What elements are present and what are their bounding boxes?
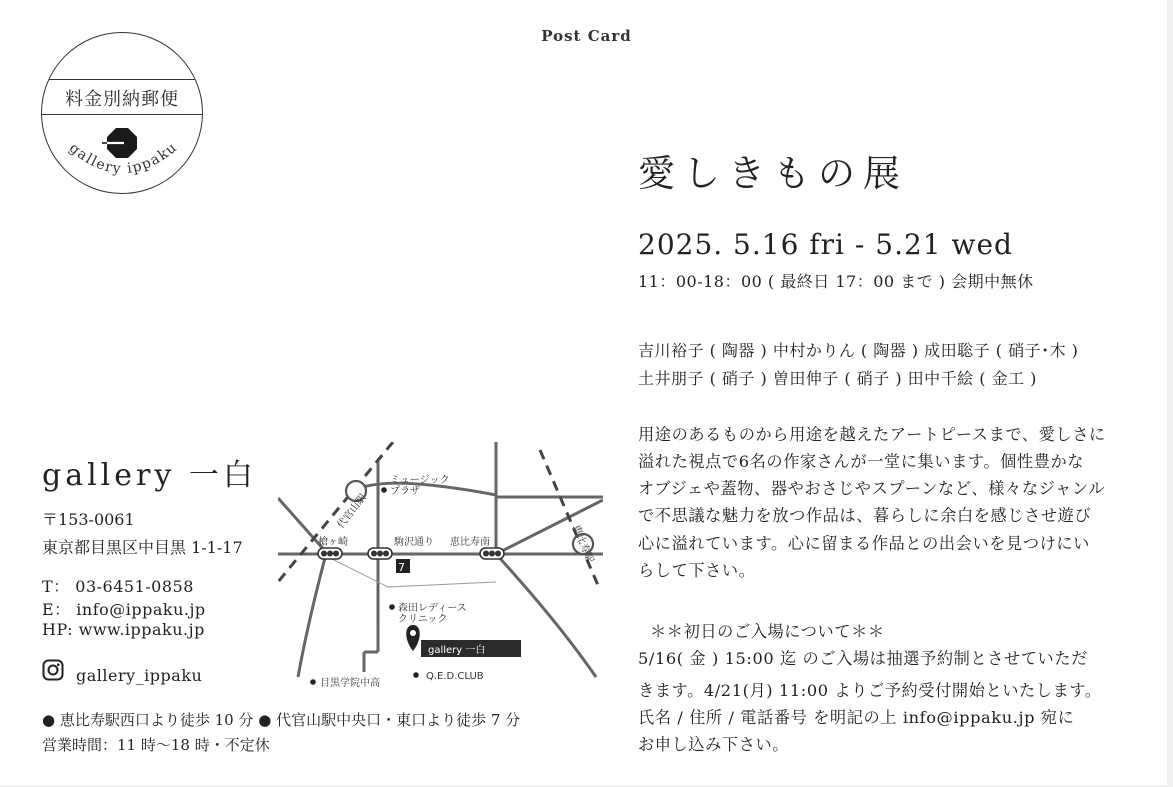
svg-text:目黒学院中高: 目黒学院中高	[320, 678, 380, 689]
svg-text:代官山駅: 代官山駅	[335, 492, 369, 531]
svg-text:駒沢通り: 駒沢通り	[394, 537, 434, 548]
svg-text:森田レディース: 森田レディース	[398, 603, 467, 614]
map-pin-icon	[406, 625, 420, 651]
artists-line-2: 土井朋子 ( 硝子 ) 曽田伸子 ( 硝子 ) 田中千絵 ( 金工 )	[638, 369, 1037, 388]
svg-text:恵比寿南: 恵比寿南	[450, 537, 490, 548]
svg-text:クリニック: クリニック	[398, 614, 448, 625]
email: E： info@ippaku.jp	[42, 600, 206, 619]
description-line: 心に溢れています。心に留まる作品との出会いを見つけにい	[638, 534, 1090, 553]
svg-text:Q.E.D.CLUB: Q.E.D.CLUB	[426, 671, 484, 682]
postal-code: 〒153-0061	[42, 510, 135, 529]
svg-text:ミュージック: ミュージック	[390, 475, 450, 486]
postage-stamp	[41, 32, 203, 194]
gallery-name: gallery 一白	[42, 458, 257, 493]
instagram-handle: gallery_ippaku	[76, 666, 203, 685]
description-line: で不思議な魅力を放つ作品は、暮らしに余白を感じさせ遊び	[638, 506, 1092, 525]
notice-line: きます。4/21(月) 11:00 よりご予約受付開始といたします。	[638, 681, 1102, 700]
notice-line: 氏名 / 住所 / 電話番号 を明記の上 info@ippaku.jp 宛に	[638, 708, 1075, 727]
postcard-label: Post Card	[541, 27, 632, 45]
website: HP: www.ippaku.jp	[42, 620, 205, 639]
rail-lines	[278, 442, 600, 590]
svg-text:gallery ippaku: gallery ippaku	[65, 139, 181, 178]
svg-text:プラザ: プラザ	[390, 486, 420, 497]
description-line: オブジェや蓋物、器やおさじやスプーンなど、様々なジャンル	[638, 479, 1106, 498]
svg-text:槍ヶ崎: 槍ヶ崎	[318, 537, 348, 548]
notice-title: ＊＊初日のご入場について＊＊	[650, 622, 885, 641]
stamp-text: 料金別納郵便	[65, 89, 179, 110]
svg-text:恵比寿駅: 恵比寿駅	[569, 523, 596, 565]
address: 東京都目黒区中目黒 1-1-17	[42, 538, 243, 557]
artists-line-1: 吉川裕子 ( 陶器 ) 中村かりん ( 陶器 ) 成田聡子 ( 硝子･木 )	[638, 341, 1079, 360]
exhibition-dates: 2025. 5.16 fri - 5.21 wed	[638, 228, 1013, 261]
business-hours: 営業時間：11 時～18 時・不定休	[42, 736, 270, 754]
stamp-curve-text	[42, 33, 202, 193]
svg-text:gallery 一白: gallery 一白	[428, 645, 486, 656]
instagram-icon	[42, 659, 64, 681]
description-line: らして下さい。	[638, 561, 756, 580]
exhibition-title: 愛しきもの展	[638, 152, 908, 195]
phone: T： 03-6451-0858	[42, 577, 194, 596]
notice-line: 5/16( 金 ) 15:00 迄 のご入場は抽選予約制とさせていただ	[638, 649, 1088, 668]
description-line: 溢れた視点で6名の作家さんが一堂に集います。個性豊かな	[638, 452, 1085, 471]
access-map	[278, 442, 603, 692]
notice-line: お申し込み下さい。	[638, 735, 790, 754]
access-directions: ● 恵比寿駅西口より徒歩 10 分 ● 代官山駅中央口・東口より徒歩 7 分	[42, 711, 521, 729]
description-line: 用途のあるものから用途を越えたアートピースまで、愛しさに	[638, 425, 1106, 444]
svg-text:7: 7	[398, 561, 405, 574]
exhibition-hours: 11：00-18：00 ( 最終日 17：00 まで ) 会期中無休	[638, 272, 1034, 291]
